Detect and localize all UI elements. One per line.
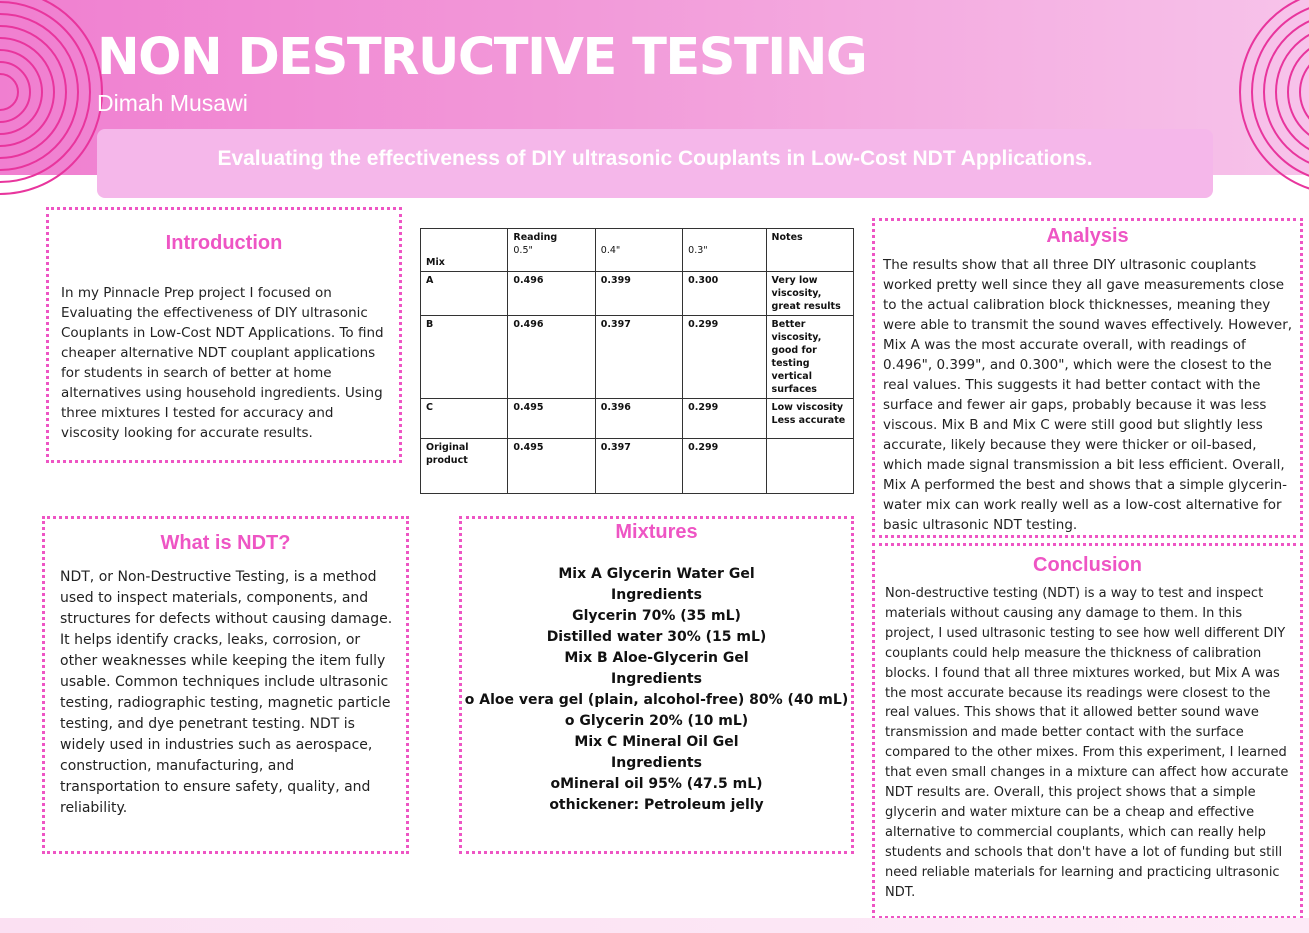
conclusion-section [872, 543, 1303, 919]
mixture-line: Mix A Glycerin Water Gel [558, 566, 755, 582]
subtitle-bar [97, 129, 1213, 198]
cell-reading: 0.496 [508, 316, 595, 399]
mixture-line: o Glycerin 20% (10 mL) [564, 713, 749, 729]
cell-mix: C [421, 399, 508, 439]
table-row [421, 272, 854, 316]
subtitle-text: Evaluating the effectiveness of DIY ultrasonic Couplants in Low-Cost NDT Applications. [217, 146, 1093, 170]
header-notes: Notes [766, 229, 853, 272]
cell-mix: A [421, 272, 508, 316]
header-reading-03: 0.3" [683, 229, 766, 272]
analysis-heading: Analysis [1046, 225, 1129, 247]
cell-reading: 0.399 [595, 272, 682, 316]
cell-notes: Better viscosity, good for testing vertical surfaces [766, 316, 853, 399]
mixtures-section [459, 516, 854, 854]
what-is-ndt-section [42, 516, 409, 854]
cell-reading: 0.300 [683, 272, 766, 316]
mixture-line: o Aloe vera gel (plain, alcohol-free) 80% (40 mL) [464, 692, 849, 708]
table-row [421, 399, 854, 439]
cell-reading: 0.299 [683, 439, 766, 494]
table-row [421, 316, 854, 399]
results-table [420, 228, 854, 494]
table-header-row [421, 229, 854, 272]
poster-title: NON DESTRUCTIVE TESTING [97, 28, 867, 87]
mixture-line: othickener: Petroleum jelly [549, 797, 764, 813]
mixture-line: oMineral oil 95% (47.5 mL) [550, 776, 763, 792]
header-mix: Mix [421, 229, 508, 272]
conclusion-text: Non-destructive testing (NDT) is a way to test and inspect materials without causing any damage to them. In this project, I used ultrasonic testing to see how well different DIY couplants could help measure the thickness of calibration blocks. I found that all three mixtures worked, but Mix A was the most accurate because its readings were closest to the real values. This shows that it allowed better sound wave transmission and made better contact with the surface compared to the other mixes. From this experiment, I learned that even small changes in a mixture can affect how accurate NDT results are. Overall, this project shows that a simple glycerin and water mixture can be a cheap and effective alternative to commercial couplants, which can really help students and schools that don't have a lot of funding but still need reliable materials for learning and practicing ultrasonic NDT. [885, 586, 1289, 900]
cell-reading: 0.496 [508, 272, 595, 316]
cell-reading: 0.495 [508, 399, 595, 439]
cell-mix: Original product [421, 439, 508, 494]
cell-reading: 0.299 [683, 399, 766, 439]
cell-reading: 0.397 [595, 316, 682, 399]
header-reading-05: Reading 0.5" [508, 229, 595, 272]
mixtures-heading: Mixtures [615, 521, 698, 543]
cell-mix: B [421, 316, 508, 399]
cell-reading: 0.397 [595, 439, 682, 494]
mixture-line: Mix B Aloe-Glycerin Gel [564, 650, 749, 666]
what-is-ndt-heading: What is NDT? [160, 532, 291, 554]
table-row [421, 439, 854, 494]
conclusion-heading: Conclusion [1033, 554, 1142, 576]
introduction-section [46, 207, 402, 463]
author-name: Dimah Musawi [97, 90, 248, 116]
footer-band [0, 918, 1309, 933]
concentric-circles-decoration-right [1222, 0, 1309, 212]
cell-reading: 0.495 [508, 439, 595, 494]
mixture-line: Ingredients [611, 587, 702, 603]
analysis-section [872, 218, 1303, 538]
what-is-ndt-text: NDT, or Non-Destructive Testing, is a method used to inspect materials, components, and structures for defects without causing damage. It helps identify cracks, leaks, corrosion, or other weaknesses while keeping the item fully usable. Common techniques include ultrasonic testing, radiographic testing, magnetic particle testing, and dye penetrant testing. NDT is widely used in industries such as aerospace, construction, manufacturing, and transportation to ensure safety, quality, and reliability. [60, 569, 393, 816]
cell-reading: 0.299 [683, 316, 766, 399]
header-reading-04: 0.4" [595, 229, 682, 272]
mixture-line: Distilled water 30% (15 mL) [546, 629, 767, 645]
mixture-line: Glycerin 70% (35 mL) [572, 608, 741, 624]
mixture-line: Mix C Mineral Oil Gel [574, 734, 739, 750]
introduction-heading: Introduction [165, 232, 283, 254]
cell-notes: Low viscosity Less accurate [766, 399, 853, 439]
introduction-text: In my Pinnacle Prep project I focused on Evaluating the effectiveness of DIY ultrasonic Couplants in Low-Cost NDT Applications. To find cheaper alternative NDT couplant applications for students in search of better at home alternatives using household ingredients. Using three mixtures I tested for accuracy and viscosity looking for accurate results. [61, 285, 384, 441]
mixture-line: Ingredients [611, 755, 702, 771]
cell-reading: 0.396 [595, 399, 682, 439]
mixtures-list [462, 564, 851, 816]
analysis-text: The results show that all three DIY ultrasonic couplants worked pretty well since they all gave measurements close to the actual calibration block thicknesses, meaning they were able to transmit the sound waves effectively. However, Mix A was the most accurate overall, with readings of 0.496", 0.399", and 0.300", which were the closest to the real values. This suggests it had better contact with the surface and fewer air gaps, probably because it was less viscous. Mix B and Mix C were still good but slightly less accurate, likely because they were thicker or oil-based, which made signal transmission a bit less efficient. Overall, Mix A performed the best and shows that a simple glycerin-water mix can work really well as a low-cost alternative for basic ultrasonic NDT testing. [883, 257, 1293, 533]
cell-notes: Very low viscosity, great results [766, 272, 853, 316]
cell-notes [766, 439, 853, 494]
mixture-line: Ingredients [611, 671, 702, 687]
